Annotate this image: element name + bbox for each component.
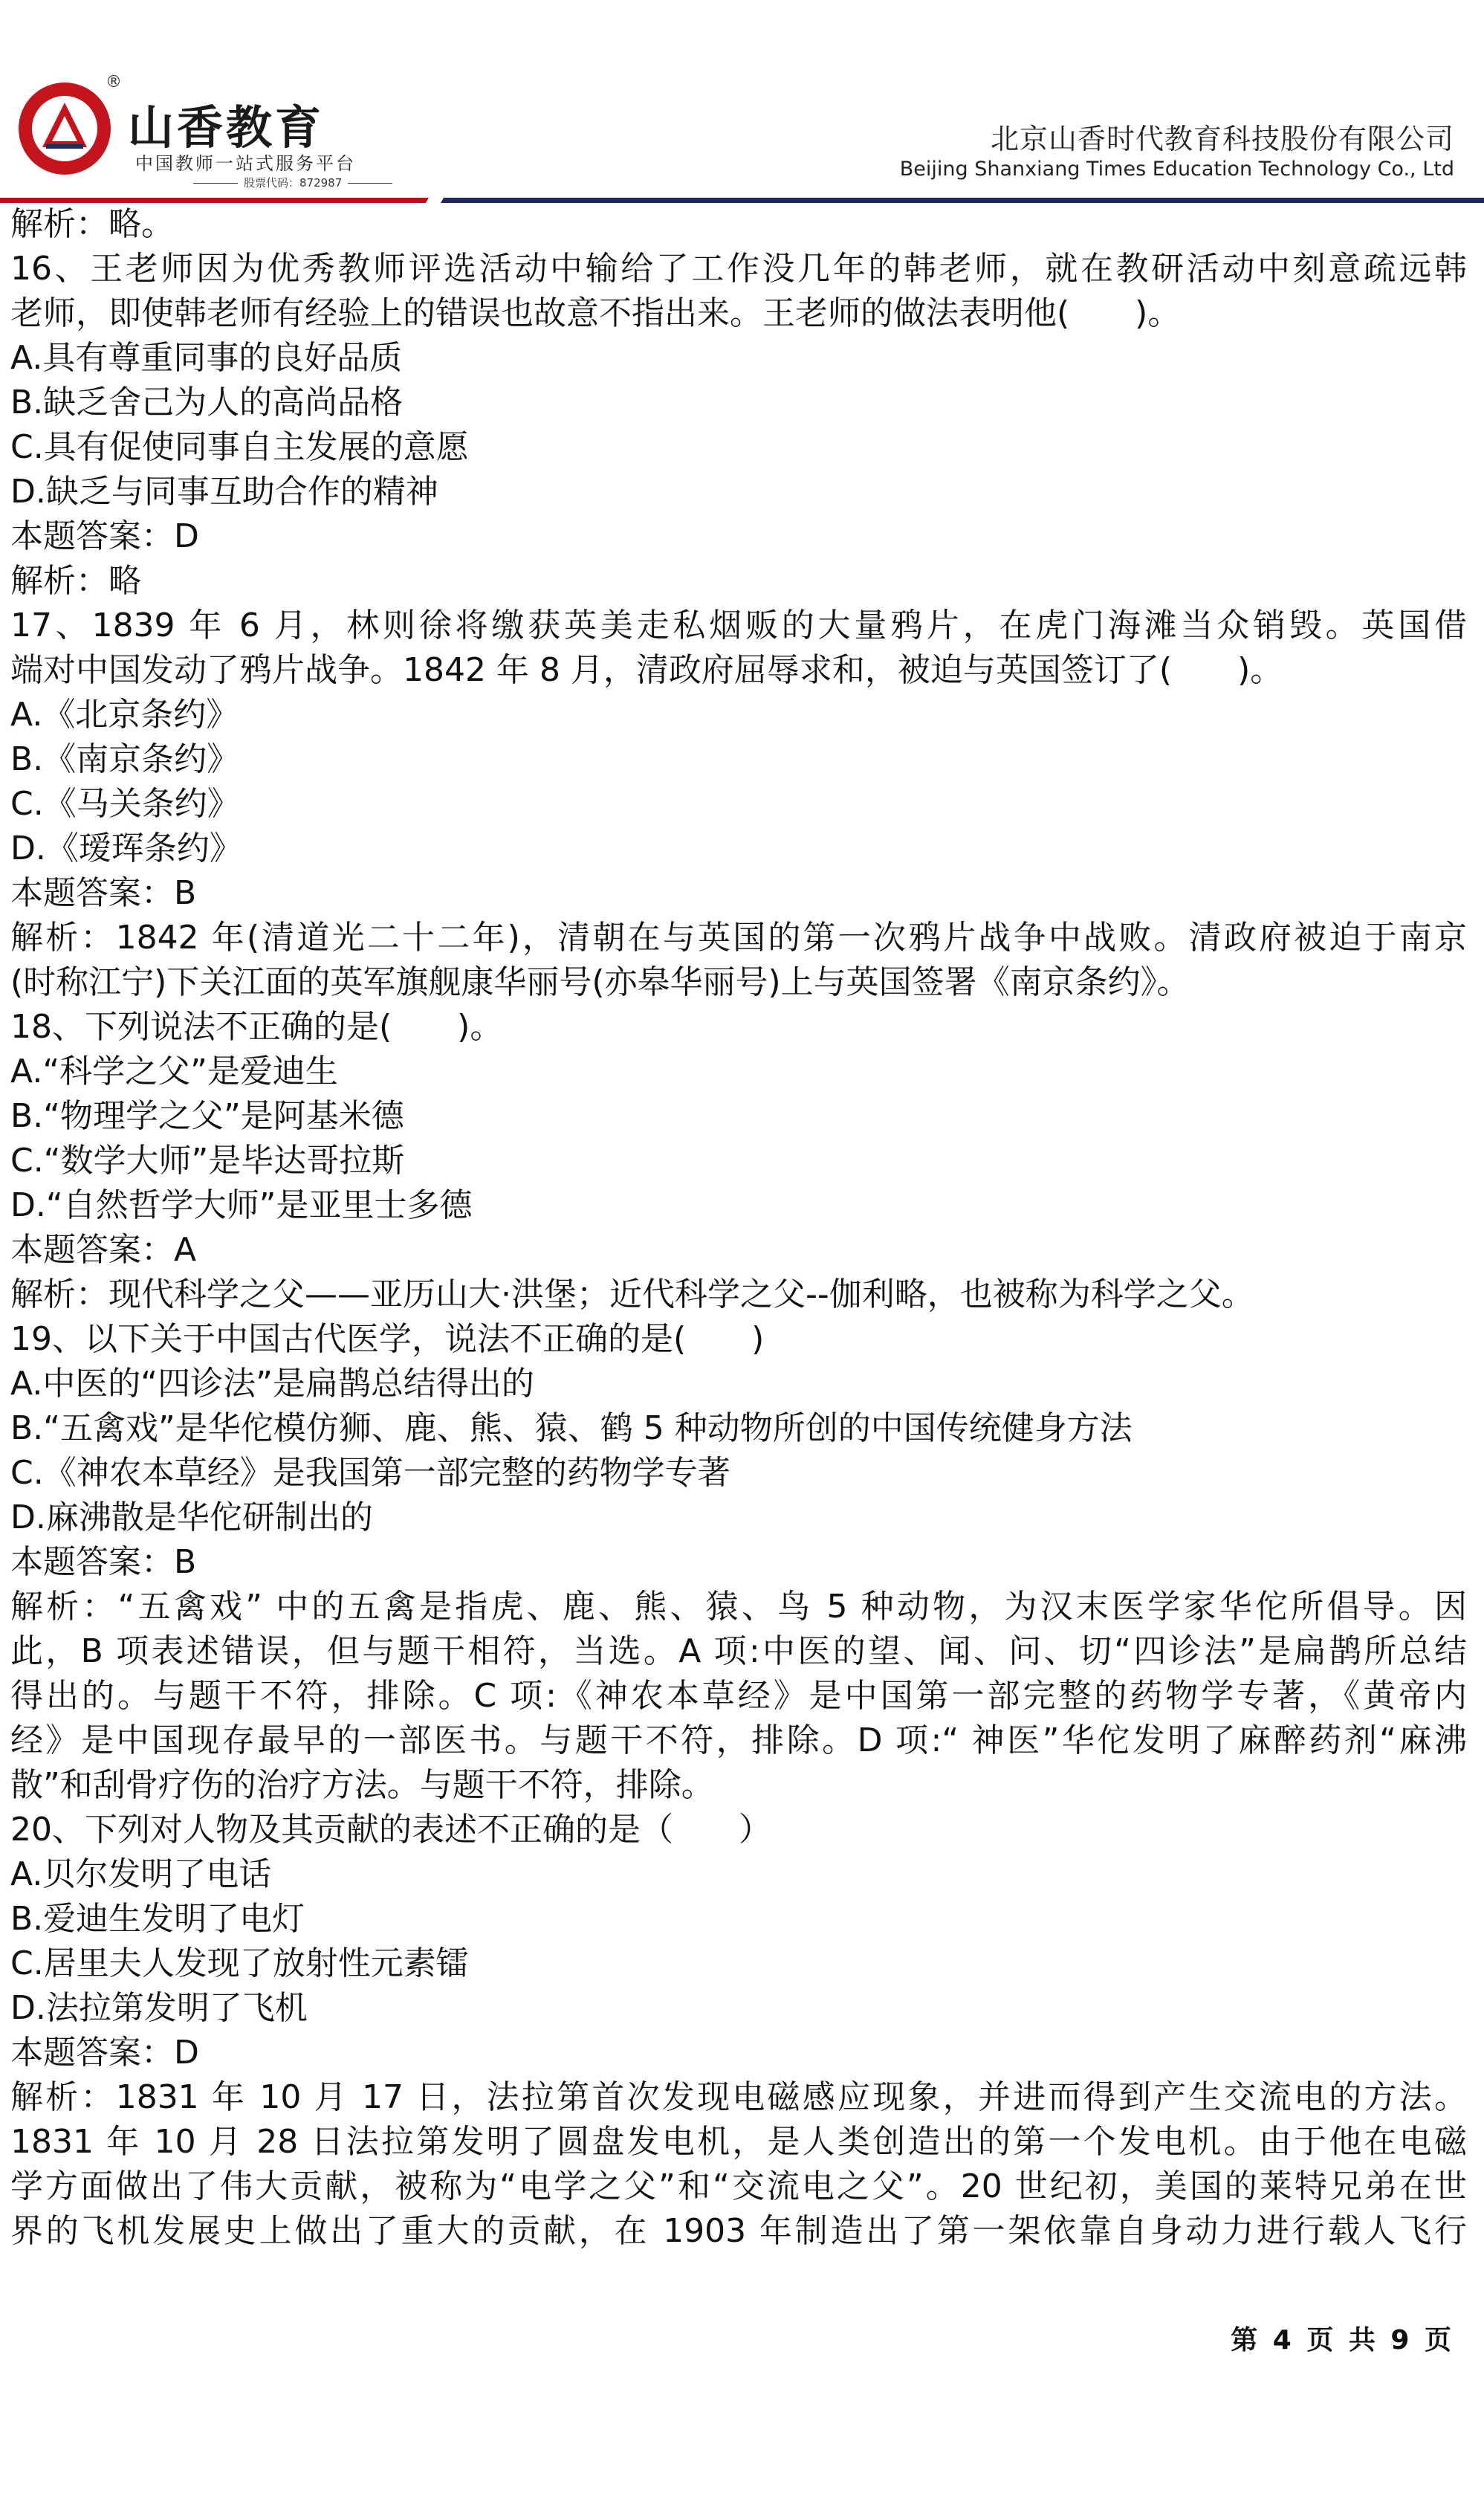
text-line: B.爱迪生发明了电灯 [10, 1900, 305, 1938]
text-line: 解析：“五禽戏” 中的五禽是指虎、鹿、熊、猿、鸟 5 种动物，为汉末医学家华佗所倡导。因 [10, 1588, 1467, 1626]
company-name-cn: 北京山香时代教育科技股份有限公司 [990, 123, 1454, 155]
registered-mark: ® [106, 73, 122, 91]
text-line: 18、下列说法不正确的是( )。 [10, 1008, 503, 1046]
text-line: B.“五禽戏”是华佗模仿狮、鹿、熊、猿、鹤 5 种动物所创的中国传统健身方法 [10, 1409, 1133, 1447]
text-line: 20、下列对人物及其贡献的表述不正确的是（ ） [10, 1811, 771, 1849]
text-line: B.《南京条约》 [10, 740, 240, 778]
text-line: 界的飞机发展史上做出了重大的贡献，在 1903 年制造出了第一架依靠自身动力进行载人飞行 [10, 2212, 1467, 2250]
text-line: C.居里夫人发现了放射性元素镭 [10, 1944, 469, 1982]
text-line: C.具有促使同事自主发展的意愿 [10, 428, 469, 466]
text-line: B.缺乏舍己为人的高尚品格 [10, 384, 404, 421]
logo-name: 山香教育 [128, 100, 325, 155]
text-line: 解析：现代科学之父——亚历山大·洪堡；近代科学之父--伽利略，也被称为科学之父。 [10, 1276, 1254, 1313]
text-line: 经》是中国现存最早的一部医书。与题干不符，排除。D 项:“ 神医”华佗发明了麻醉药剂“麻沸 [10, 1721, 1467, 1759]
text-line: (时称江宁)下关江面的英军旗舰康华丽号(亦皋华丽号)上与英国签署《南京条约》。 [10, 963, 1190, 1001]
text-line: A.《北京条约》 [10, 696, 239, 734]
text-line: 本题答案：B [10, 874, 197, 912]
text-line: C.《马关条约》 [10, 785, 240, 823]
text-line: A.中医的“四诊法”是扁鹊总结得出的 [10, 1365, 534, 1403]
page-number: 第 4 页 共 9 页 [1231, 2325, 1454, 2356]
brand-logo [16, 73, 432, 190]
text-line: 得出的。与题干不符，排除。C 项:《神农本草经》是中国第一部完整的药物学专著，《黄帝内 [10, 1677, 1467, 1715]
text-line: 本题答案：B [10, 1543, 197, 1581]
text-line: 本题答案：A [10, 1231, 197, 1269]
text-line: 16、王老师因为优秀教师评选活动中输给了工作没几年的韩老师，就在教研活动中刻意疏远韩 [10, 250, 1467, 288]
text-line: 此，B 项表述错误，但与题干相符，当选。A 项:中医的望、闻、问、切“四诊法”是扁鹊所总结 [10, 1632, 1467, 1670]
text-line: 19、以下关于中国古代医学，说法不正确的是( ) [10, 1320, 765, 1358]
text-line: D.缺乏与同事互助合作的精神 [10, 473, 438, 511]
text-line: 端对中国发动了鸦片战争。1842 年 8 月，清政府屈辱求和，被迫与英国签订了( )。 [10, 651, 1283, 689]
text-line: 解析：略。 [10, 205, 174, 243]
text-line: D.“自然哲学大师”是亚里士多德 [10, 1186, 473, 1224]
text-line: A.贝尔发明了电话 [10, 1855, 272, 1893]
page-header [0, 0, 1484, 216]
logo-tagline: 中国教师一站式服务平台 [135, 153, 356, 174]
text-line: C.《神农本草经》是我国第一部完整的药物学专著 [10, 1454, 730, 1492]
shanxiang-logo-icon [16, 80, 113, 177]
text-line: A.具有尊重同事的良好品质 [10, 339, 403, 377]
text-line: D.法拉第发明了飞机 [10, 1989, 308, 2027]
logo-stock-code: 股票代码：872987 [187, 175, 398, 190]
text-line: D.麻沸散是华佗研制出的 [10, 1498, 373, 1536]
text-line: 解析：1831 年 10 月 17 日，法拉第首次发现电磁感应现象，并进而得到产生交流电的方法。 [10, 2078, 1467, 2116]
document-body [10, 202, 1467, 2254]
text-line: 老师，即使韩老师有经验上的错误也故意不指出来。王老师的做法表明他( )。 [10, 294, 1181, 332]
text-line: 散”和刮骨疗伤的治疗方法。与题干不符，排除。 [10, 1766, 714, 1804]
company-name-en: Beijing Shanxiang Times Education Technology Co., Ltd [899, 158, 1454, 181]
text-line: 学方面做出了伟大贡献，被称为“电学之父”和“交流电之父”。20 世纪初，美国的莱特兄弟在世 [10, 2167, 1467, 2205]
text-line: 本题答案：D [10, 2034, 199, 2072]
text-line: C.“数学大师”是毕达哥拉斯 [10, 1142, 405, 1180]
text-line: 本题答案：D [10, 517, 199, 555]
text-line: 解析：略 [10, 562, 141, 600]
text-line: B.“物理学之父”是阿基米德 [10, 1097, 404, 1135]
text-line: A.“科学之父”是爱迪生 [10, 1053, 338, 1090]
text-line: 解析：1842 年(清道光二十二年)，清朝在与英国的第一次鸦片战争中战败。清政府被迫于南京 [10, 919, 1467, 957]
text-line: 1831 年 10 月 28 日法拉第发明了圆盘发电机，是人类创造出的第一个发电机。由于他在电磁 [10, 2123, 1467, 2161]
text-line: 17、1839 年 6 月，林则徐将缴获英美走私烟贩的大量鸦片，在虎门海滩当众销毁。英国借 [10, 607, 1467, 644]
text-line: D.《瑷珲条约》 [10, 830, 242, 867]
